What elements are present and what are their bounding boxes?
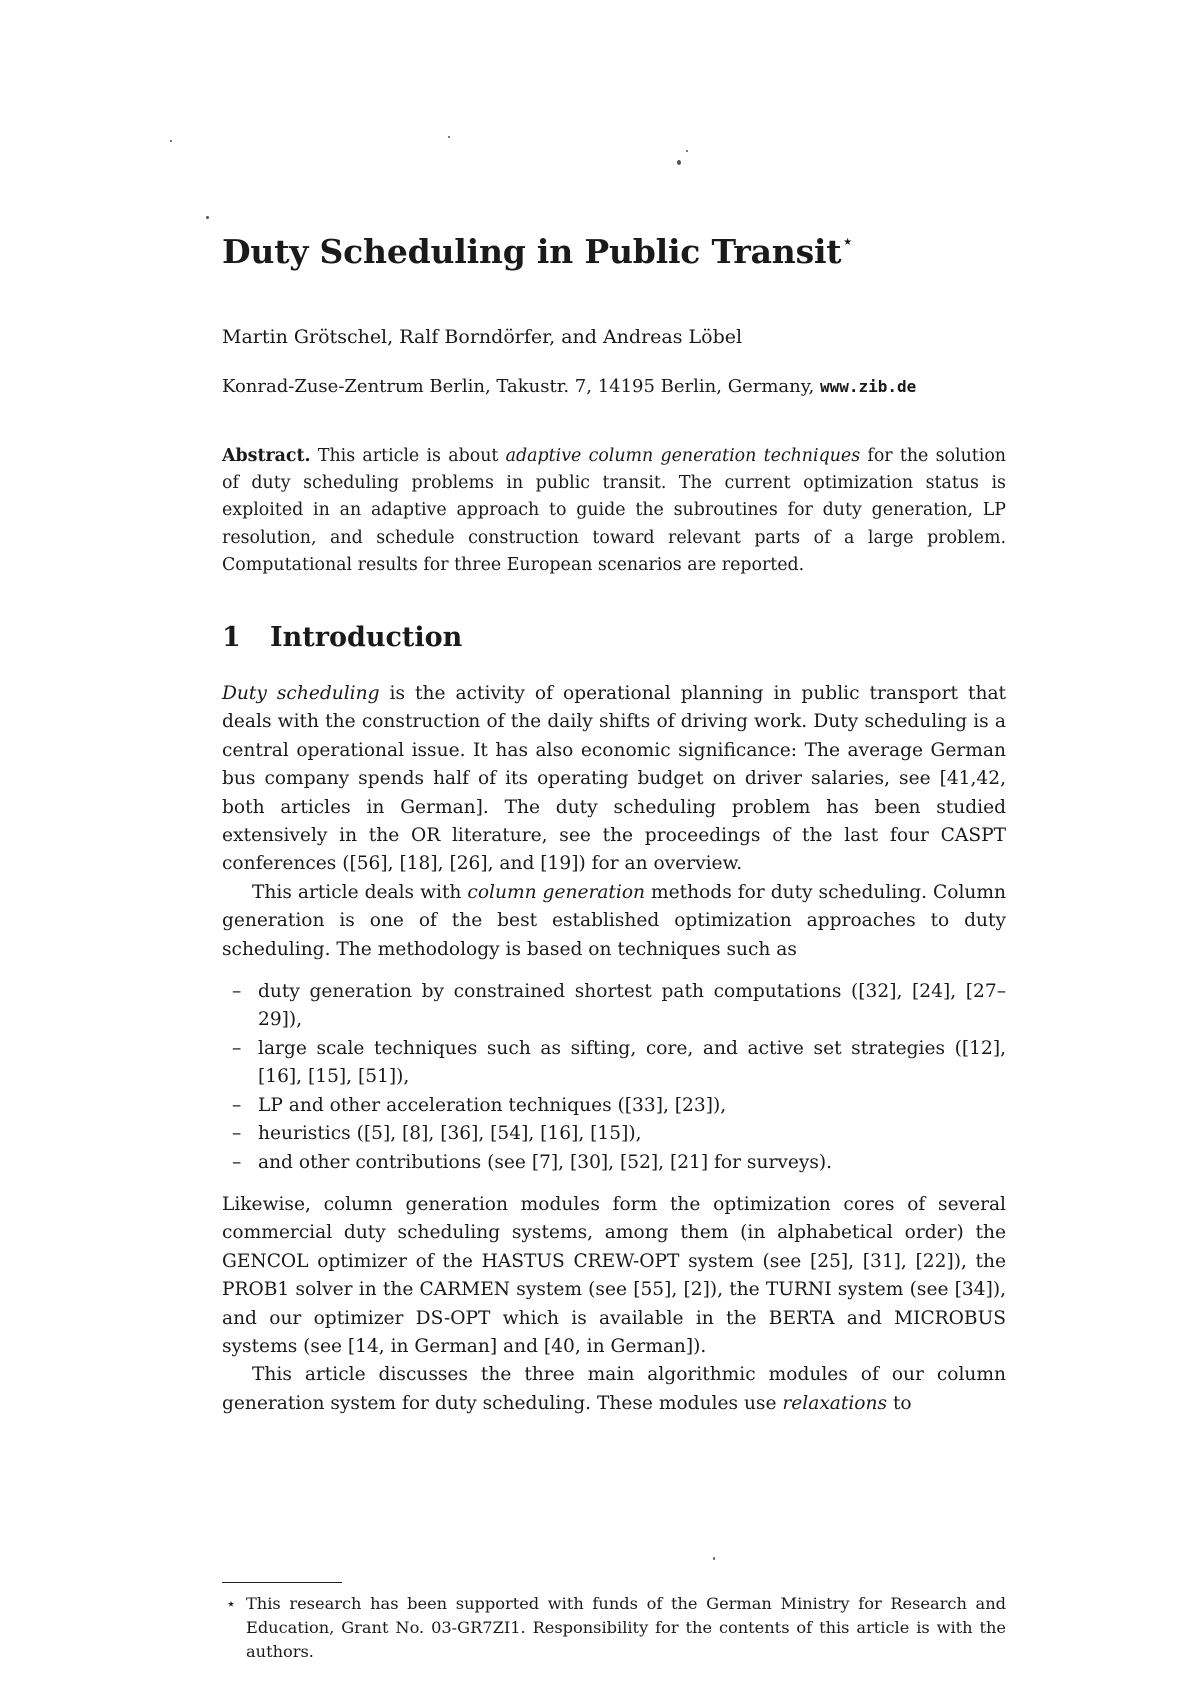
list-dash: –	[232, 1151, 242, 1173]
section-title: Introduction	[270, 622, 463, 653]
paragraph-2-text-1: This article deals with	[252, 881, 468, 903]
paper-page	[222, 0, 1006, 1698]
section-number: 1	[222, 622, 241, 653]
paper-title-text: Duty Scheduling in Public Transit	[222, 232, 842, 271]
list-item	[232, 1035, 1006, 1092]
abstract-text-1: This article is about	[310, 446, 506, 466]
footnote-rule	[222, 1582, 342, 1583]
abstract-label: Abstract.	[222, 446, 311, 466]
footnote-text: This research has been supported with funds of the German Ministry for Research and Education, Grant No. 03-GR7ZI1. Responsibility for the contents of this article is with the authors.	[246, 1594, 1006, 1661]
list-dash: –	[232, 981, 242, 1003]
technique-list	[222, 978, 1006, 1177]
footnote-mark: ⋆	[226, 1594, 237, 1613]
footnote	[222, 1592, 1006, 1664]
list-item	[232, 1120, 1006, 1148]
paragraph-1-text: is the activity of operational planning in public transport that deals with the construction of the daily shifts of driving work. Duty scheduling is a central operational issue. It has also economic significance: The average German bus company spends half of its operating budget on driver salaries, see [41,42, both articles in German]. The duty scheduling problem has been studied extensively in the OR literature, see the proceedings of the last four CASPT conferences ([56], [18], [26], and [19]) for an overview.	[222, 683, 1006, 875]
list-item-text: large scale techniques such as sifting, core, and active set strategies ([12], [16], [15], [51]),	[258, 1037, 1006, 1088]
paragraph-2-text-2: methods for duty scheduling. Column generation is one of the best established optimization approaches to duty scheduling. The methodology is based on techniques such as	[222, 881, 1006, 960]
affiliation-url[interactable]: www.zib.de	[819, 377, 917, 396]
paragraph-3: Likewise, column generation modules form the optimization cores of several commercial duty scheduling systems, among them (in alphabetical order) the GENCOL optimizer of the HASTUS CREW-OPT system (see [25], [31], [22]), the PROB1 solver in the CARMEN system (see [55], [2]), the TURNI system (see [34]), and our optimizer DS-OPT which is available in the BERTA and MICROBUS systems (see [14, in German] and [40, in German]).	[222, 1193, 1006, 1357]
list-dash: –	[232, 1094, 242, 1116]
paragraph-2-emphasis: column generation	[467, 881, 646, 903]
list-item-text: duty generation by constrained shortest path computations ([32], [24], [27–29]),	[258, 981, 1006, 1031]
author-list: Martin Grötschel, Ralf Borndörfer, and Andreas Löbel	[222, 326, 743, 348]
paragraph-4-emphasis: relaxations	[782, 1392, 888, 1414]
list-item-text: LP and other acceleration techniques ([33], [23]),	[258, 1094, 727, 1116]
list-item-text: heuristics ([5], [8], [36], [54], [16], [15]),	[258, 1123, 642, 1145]
paragraph-4-text-1: This article discusses the three main algorithmic modules of our column generation system for duty scheduling. These modules use	[222, 1364, 1006, 1414]
list-dash: –	[232, 1123, 242, 1145]
list-dash: –	[232, 1037, 242, 1059]
abstract	[222, 443, 1006, 579]
paragraph-4	[222, 1361, 1006, 1418]
affiliation	[222, 376, 916, 397]
abstract-emphasis: adaptive column generation techniques	[505, 446, 861, 466]
title-footnote-mark: ⋆	[841, 229, 854, 253]
paragraph-1	[222, 680, 1006, 879]
paragraph-1-emphasis: Duty scheduling	[222, 683, 380, 704]
paragraph-4-text-2: to	[887, 1392, 912, 1414]
affiliation-text: Konrad-Zuse-Zentrum Berlin, Takustr. 7, 14195 Berlin, Germany,	[222, 376, 820, 397]
abstract-text-2: for the solution of duty scheduling problems in public transit. The current optimization status is exploited in an adaptive approach to guide the subroutines for duty generation, LP resolution, and schedule construction toward relevant parts of a large problem. Computational results for three European scenarios are reported.	[222, 446, 1006, 575]
body-text	[222, 680, 1006, 1418]
list-item-text: and other contributions (see [7], [30], [52], [21] for surveys).	[258, 1151, 833, 1173]
paragraph-2	[222, 879, 1006, 964]
list-item	[232, 1092, 1006, 1120]
paper-title	[222, 229, 854, 271]
list-item	[232, 1149, 1006, 1177]
list-item	[232, 978, 1006, 1035]
section-heading	[222, 622, 462, 653]
